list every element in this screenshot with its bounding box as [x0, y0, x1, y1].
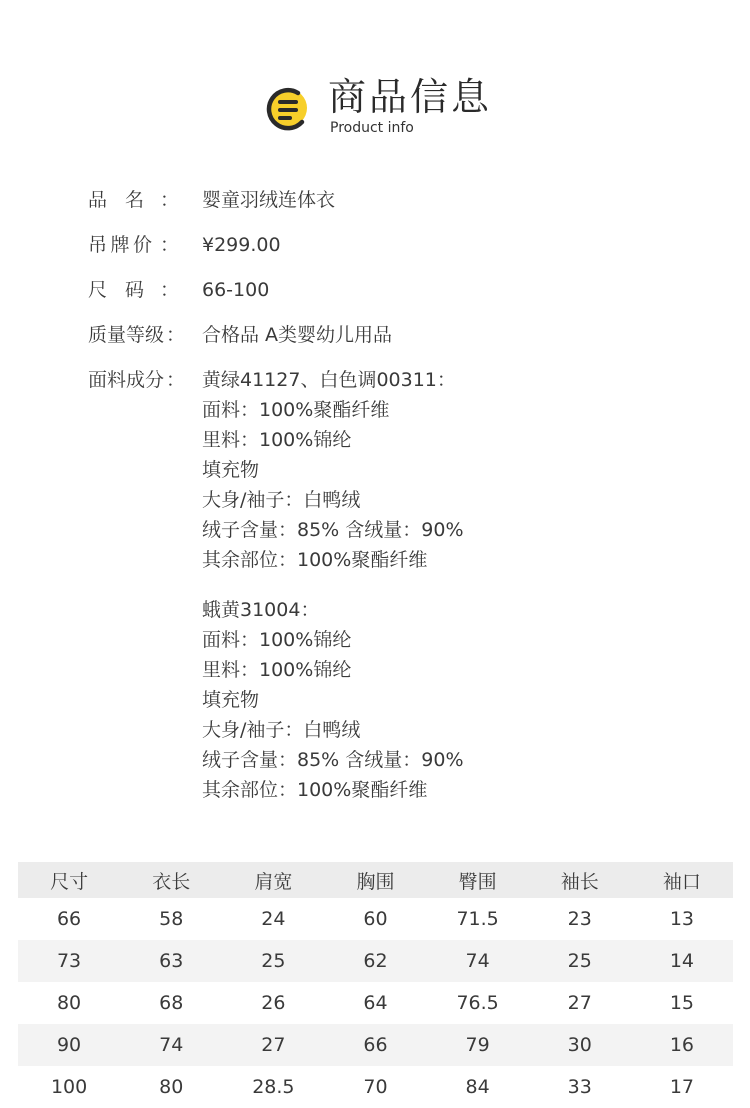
- table-cell: 80: [56, 992, 82, 1014]
- label-char: 牌: [110, 234, 130, 256]
- info-label: [88, 275, 198, 305]
- column-header: 袖长: [560, 870, 599, 893]
- table-cell: 15: [669, 992, 695, 1014]
- column-header: 衣长: [152, 870, 191, 893]
- size-chart-table: [18, 862, 733, 1108]
- table-cell: 26: [261, 992, 286, 1014]
- table-row: [18, 982, 733, 1024]
- section-header: [262, 74, 522, 144]
- label-char: 名: [124, 189, 144, 211]
- fabric-line: 绒子含量：85% 含绒量：90%: [202, 749, 464, 771]
- table-cell: 64: [363, 992, 388, 1014]
- table-header-row: [18, 862, 733, 898]
- label-char: 品: [88, 189, 108, 211]
- info-value: 合格品 A类婴幼儿用品: [202, 324, 393, 346]
- table-cell: 25: [261, 950, 286, 972]
- table-row: [18, 940, 733, 982]
- fabric-line: 填充物: [202, 459, 260, 481]
- label-colon: ：: [160, 279, 180, 301]
- fabric-line: 大身/袖子：白鸭绒: [202, 719, 361, 741]
- table-cell: 71.5: [456, 908, 499, 930]
- table-cell: 74: [159, 1034, 184, 1056]
- info-value: ¥299.00: [202, 234, 281, 256]
- table-cell: 33: [567, 1076, 592, 1098]
- label-text: 面料成分: [88, 369, 165, 391]
- column-header: 尺寸: [50, 870, 89, 893]
- label-colon: ：: [166, 369, 186, 391]
- table-cell: 74: [465, 950, 490, 972]
- fabric-line: 面料：100%聚酯纤维: [202, 399, 390, 421]
- label-colon: ：: [160, 234, 180, 256]
- info-label: [88, 230, 198, 260]
- fabric-line: 蛾黄31004：: [202, 599, 320, 621]
- table-cell: 16: [669, 1034, 695, 1056]
- table-row: [18, 1024, 733, 1066]
- table-cell: 25: [567, 950, 592, 972]
- label-text: 质量等级: [88, 324, 165, 346]
- column-header: 胸围: [356, 870, 395, 893]
- fabric-line: 其余部位：100%聚酯纤维: [202, 549, 428, 571]
- column-header: 袖口: [662, 870, 701, 893]
- table-cell: 13: [669, 908, 695, 930]
- info-value: 66-100: [202, 279, 270, 301]
- table-cell: 63: [159, 950, 184, 972]
- label-char: 码: [124, 279, 144, 301]
- table-cell: 27: [261, 1034, 286, 1056]
- table-cell: 62: [363, 950, 388, 972]
- info-value: 婴童羽绒连体衣: [202, 189, 336, 211]
- table-cell: 23: [567, 908, 592, 930]
- fabric-line: 里料：100%锦纶: [202, 659, 352, 681]
- fabric-line: 面料：100%锦纶: [202, 629, 352, 651]
- table-cell: 30: [567, 1034, 592, 1056]
- table-cell: 58: [159, 908, 184, 930]
- table-cell: 90: [56, 1034, 82, 1056]
- table-cell: 60: [363, 908, 388, 930]
- fabric-line: 大身/袖子：白鸭绒: [202, 489, 361, 511]
- table-cell: 14: [669, 950, 695, 972]
- column-header: 臀围: [458, 870, 497, 893]
- fabric-line: 黄绿41127、白色调00311：: [202, 369, 456, 391]
- label-colon: ：: [160, 189, 180, 211]
- table-cell: 24: [261, 908, 286, 930]
- table-cell: 84: [465, 1076, 490, 1098]
- table-cell: 79: [465, 1034, 490, 1056]
- document-lines-icon: [262, 84, 314, 132]
- spacer: [202, 575, 464, 595]
- section-title: 商品信息: [328, 75, 493, 119]
- label-colon: ：: [166, 324, 186, 346]
- table-cell: 66: [56, 908, 82, 930]
- table-cell: 76.5: [456, 992, 499, 1014]
- table-cell: 17: [669, 1076, 695, 1098]
- table-cell: 70: [363, 1076, 388, 1098]
- table-row: [18, 898, 733, 940]
- table-row: [18, 1066, 733, 1108]
- table-cell: 80: [159, 1076, 184, 1098]
- label-char: 吊: [88, 234, 108, 256]
- fabric-composition: [202, 365, 464, 805]
- table-cell: 27: [567, 992, 592, 1014]
- table-cell: 66: [363, 1034, 388, 1056]
- fabric-line: 填充物: [202, 689, 260, 711]
- column-header: 肩宽: [254, 870, 293, 893]
- table-cell: 28.5: [252, 1076, 295, 1098]
- table-cell: 73: [56, 950, 82, 972]
- info-label: [88, 185, 198, 215]
- label-char: 价: [132, 234, 152, 256]
- section-subtitle: Product info: [330, 120, 414, 136]
- table-cell: 68: [159, 992, 184, 1014]
- fabric-line: 里料：100%锦纶: [202, 429, 352, 451]
- table-cell: 100: [50, 1076, 88, 1098]
- fabric-line: 其余部位：100%聚酯纤维: [202, 779, 428, 801]
- label-char: 尺: [88, 279, 108, 301]
- fabric-line: 绒子含量：85% 含绒量：90%: [202, 519, 464, 541]
